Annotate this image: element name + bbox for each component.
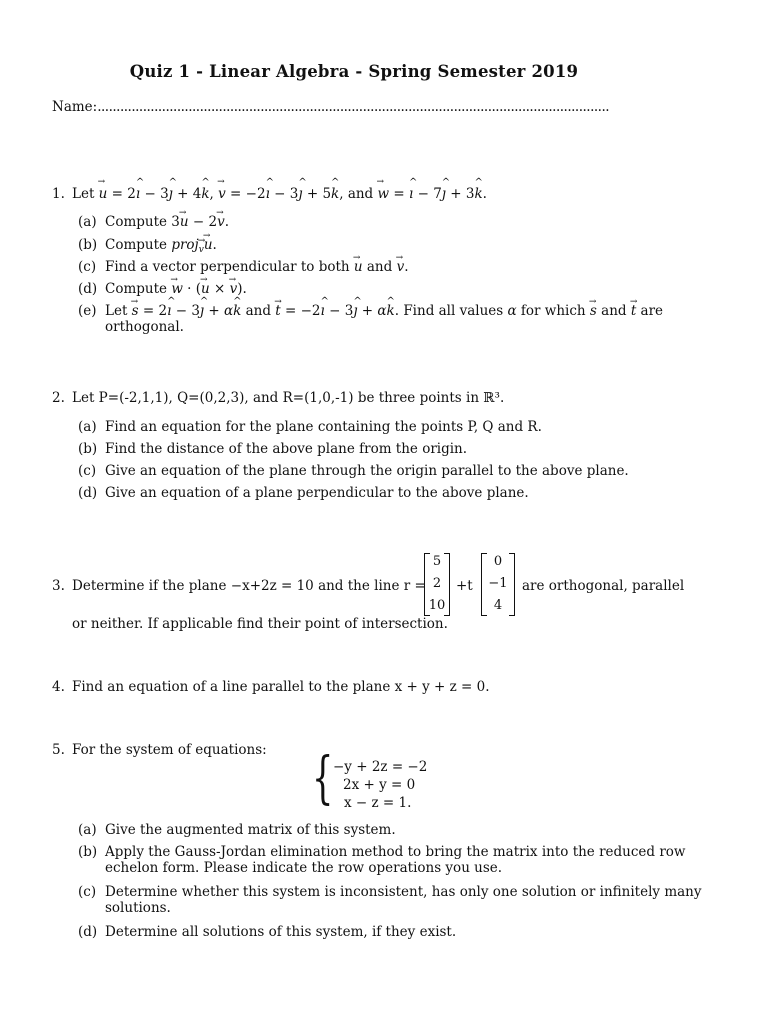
column-vector-point: 5 2 10 [424, 553, 450, 616]
equation: 2x + y = 0 [343, 777, 416, 793]
question-part: (b) Compute proj→ $_v$→ u. [78, 237, 728, 259]
equation: x − z = 1. [344, 795, 412, 811]
page-title: Quiz 1 - Linear Algebra - Spring Semester 2019 [129, 62, 579, 81]
question-1-stem: Let → u = 2^ ı − 3^ ȷ + 4^ k, → v = −2^ ı − 3^ ȷ + 5^ k, and → w = ^ ı − 7^ ȷ + 3^ k. [72, 186, 487, 202]
question-4-stem: Find an equation of a line parallel to the plane x + y + z = 0. [72, 679, 490, 695]
question-part: (d) Compute → w · (→ u × → v). [78, 281, 728, 303]
question-5-stem: For the system of equations: [72, 742, 267, 758]
question-1-parts [78, 214, 728, 341]
plus-t-label: +t [456, 578, 473, 594]
question-part: (b) Apply the Gauss-Jordan elimination method to bring the matrix into the reduced row echelon form. Please indicate the row operations you use. [78, 844, 686, 876]
question-part: (d) Give an equation of a plane perpendicular to the above plane. [78, 485, 529, 501]
name-line [52, 99, 609, 115]
equation-system [329, 759, 428, 811]
question-2-stem: Let P=(-2,1,1), Q=(0,2,3), and R=(1,0,-1) be three points in ℝ³. [72, 390, 505, 406]
question-part: (c) Give an equation of the plane through the origin parallel to the above plane. [78, 463, 629, 479]
question-5-parts [78, 822, 728, 946]
name-label: Name: [52, 99, 98, 115]
equation: −y + 2z = −2 [333, 759, 428, 775]
question-part: (a) Find an equation for the plane containing the points P, Q and R. [78, 419, 542, 435]
question-part: (a) Give the augmented matrix of this system. [78, 822, 396, 838]
question-part: (c) Find a vector perpendicular to both → u and → v. [78, 259, 728, 281]
question-number: 1. [52, 186, 65, 202]
question-part: (a) Compute 3→ u − 2→ v. [78, 214, 728, 237]
system-brace: { [312, 746, 334, 811]
question-part: (c) Determine whether this system is inconsistent, has only one solution or infinitely many solutions. [78, 884, 702, 916]
question-3-stem-c: or neither. If applicable find their point of intersection. [72, 616, 448, 632]
question-part: (b) Find the distance of the above plane from the origin. [78, 441, 468, 457]
question-part: (e) Let → s = 2^ ı − 3^ ȷ + α^ k and → t = −2^ ı − 3^ ȷ + α^ k. Find all values α for which → s and → t are orthogonal. [78, 303, 728, 341]
question-2-parts [78, 419, 728, 507]
name-blank: ....................................................................................................................................... [97, 99, 610, 115]
question-part: (d) Determine all solutions of this system, if they exist. [78, 924, 457, 940]
question-3-stem-a: Determine if the plane −x+2z = 10 and the line r = [72, 578, 426, 594]
question-3-stem-b: are orthogonal, parallel [522, 578, 685, 594]
column-vector-direction: 0 −1 4 [481, 553, 515, 616]
